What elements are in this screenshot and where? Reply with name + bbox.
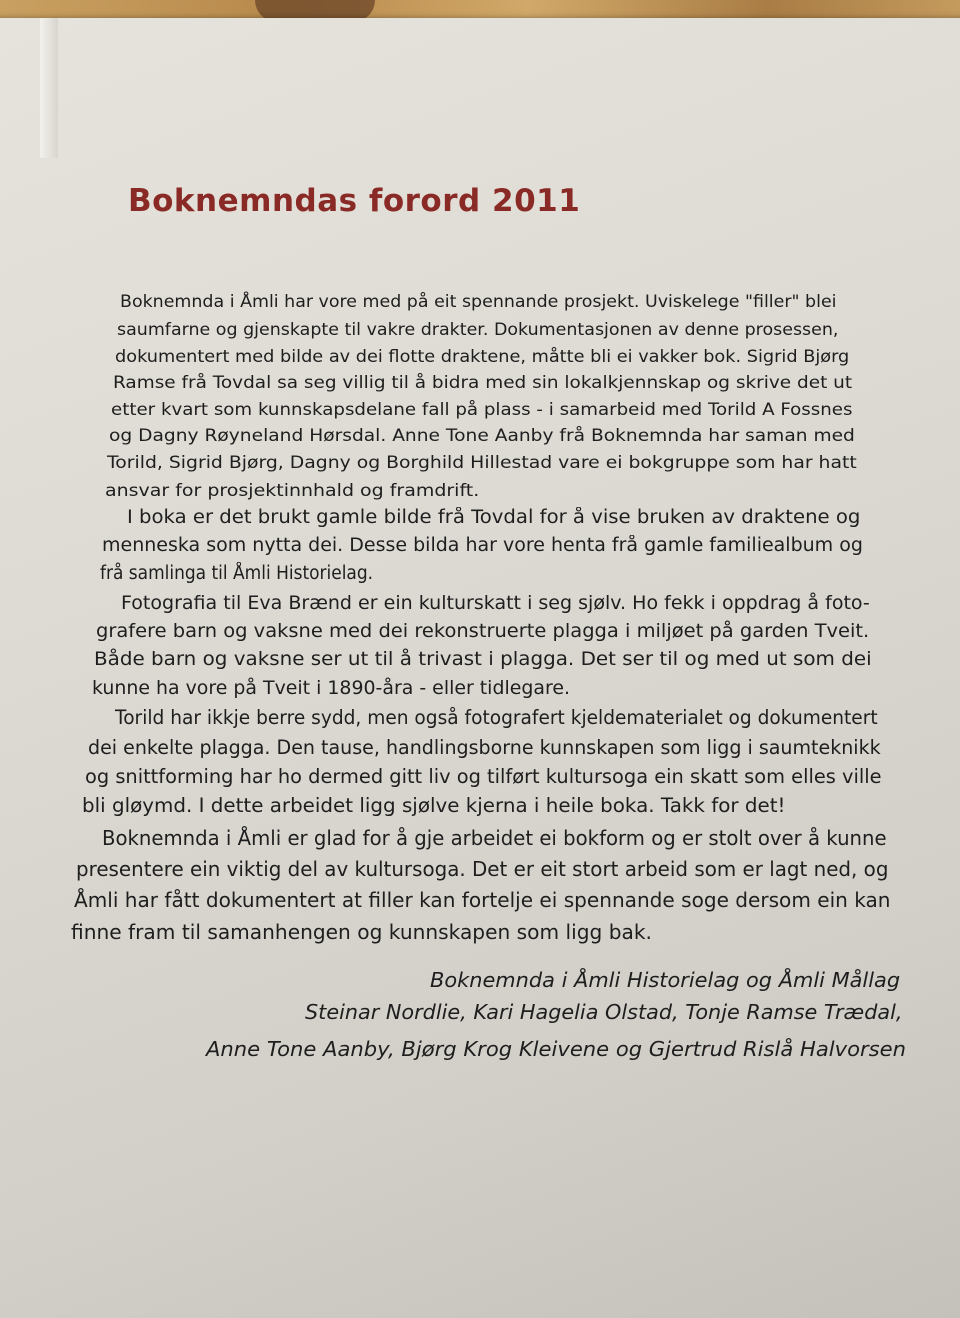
paragraph-line: Åmli har fått dokumentert at filler kan fortelje ei spennande soge dersom ein kan [74,888,891,912]
paragraph-line: dei enkelte plagga. Den tause, handlingsborne kunnskapen som ligg i saumteknikk [88,736,881,759]
page-title: Boknemndas forord 2011 [128,182,581,219]
paragraph-line: Torild, Sigrid Bjørg, Dagny og Borghild Hillestad vare ei bokgruppe som har hatt [107,453,857,473]
paragraph-line: Både barn og vaksne ser ut til å trivast i plagga. Det ser til og med ut som dei [94,648,872,670]
paragraph-line: finne fram til samanhengen og kunnskapen som ligg bak. [71,920,652,944]
signature-line: Anne Tone Aanby, Bjørg Krog Kleivene og Gjertrud Rislå Halvorsen [206,1037,907,1061]
paragraph-line: Ramse frå Tovdal sa seg villig til å bidra med sin lokalkjennskap og skrive det ut [113,373,853,393]
paragraph-line: etter kvart som kunnskapsdelane fall på plass - i samarbeid med Torild A Fossnes [111,400,853,420]
paragraph-line: menneska som nytta dei. Desse bilda har vore henta frå gamle familiealbum og [102,535,863,556]
paragraph-line: grafere barn og vaksne med dei rekonstruerte plagga i miljøet på garden Tveit. [96,620,870,642]
paragraph-line: frå samlinga til Åmli Historielag. [100,563,374,584]
paragraph-line: I boka er det brukt gamle bilde frå Tovdal for å vise bruken av draktene og [127,507,861,528]
paragraph-line: Fotografia til Eva Brænd er ein kulturskatt i seg sjølv. Ho fekk i oppdrag å foto- [121,592,870,614]
paragraph-line: og Dagny Røyneland Hørsdal. Anne Tone Aanby frå Boknemnda har saman med [109,426,855,446]
paragraph-line: dokumentert med bilde av dei flotte draktene, måtte bli ei vakker bok. Sigrid Bjørg [115,347,850,367]
paragraph-line: Torild har ikkje berre sydd, men også fotografert kjeldematerialet og dokumentert [115,706,878,729]
paragraph-line: Boknemnda i Åmli er glad for å gje arbeidet ei bokform og er stolt over å kunne [102,826,887,850]
signature-line: Steinar Nordlie, Kari Hagelia Olstad, Tonje Ramse Trædal, [305,1000,903,1024]
paragraph-line: Boknemnda i Åmli har vore med på eit spennande prosjekt. Uviskelege "filler" blei [120,292,837,312]
paragraph-line: presentere ein viktig del av kultursoga. Det er eit stort arbeid som er lagt ned, og [76,857,889,881]
paragraph-line: og snittforming har ho dermed gitt liv og tilført kultursoga ein skatt som elles ville [85,765,882,788]
paragraph-line: bli gløymd. I dette arbeidet ligg sjølve kjerna i heile boka. Takk for det! [82,794,786,817]
paragraph-line: saumfarne og gjenskapte til vakre drakter. Dokumentasjonen av denne prosessen, [117,320,839,340]
paragraph-line: ansvar for prosjektinnhald og framdrift. [105,481,480,501]
paragraph-line: kunne ha vore på Tveit i 1890-åra - eller tidlegare. [92,677,570,699]
signature-line: Boknemnda i Åmli Historielag og Åmli Mållag [430,968,901,992]
